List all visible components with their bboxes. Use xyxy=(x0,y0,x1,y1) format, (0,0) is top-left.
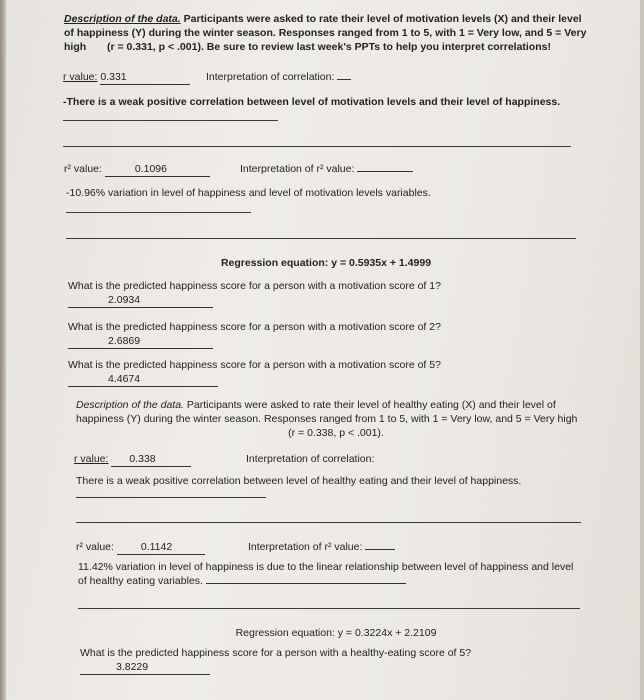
section1-interp-r2-blank[interactable] xyxy=(357,171,413,172)
answer-blank[interactable] xyxy=(68,374,218,387)
section1-interp-corr-label: Interpretation of correlation: xyxy=(206,71,335,83)
section1-interp-corr-row xyxy=(206,70,376,84)
answer-blank[interactable] xyxy=(68,336,213,349)
answer-value: 4.4674 xyxy=(108,373,141,386)
section1-regression-equation: Regression equation: y = 0.5935x + 1.4999 xyxy=(220,257,432,269)
section1-interp-corr-answer: -There is a weak positive correlation between level of motivation levels and their level of happiness. xyxy=(63,96,561,108)
answer-line xyxy=(66,212,251,213)
section2-description-text: Participants were asked to rate their level of healthy eating (X) and their level of happiness (Y) during the winter season. Responses ranged from 1 to 5, with 1 = Very low, and 5 = Very high xyxy=(76,399,578,426)
worksheet-page xyxy=(6,0,640,700)
section2-interp-r2-text: 11.42% variation in level of happiness is due to the linear relationship between level of happiness and level of healthy eating variables. xyxy=(78,561,574,588)
section1-description-label: Description of the data. xyxy=(64,13,181,25)
section2-interp-r2-extra-blank[interactable] xyxy=(206,583,406,584)
question-text: What is the predicted happiness score for a person with a motivation score of 5? xyxy=(68,359,441,371)
answer-line xyxy=(63,146,571,147)
section2-interp-r2-row xyxy=(248,540,448,554)
answer-value: 2.6869 xyxy=(108,335,141,348)
section2-interp-r2-answer xyxy=(78,560,583,588)
section1-description-text: Participants were asked to rate their level of motivation levels (X) and their level of happiness (Y) during the winter season. Responses ranged from 1 to 5, with 1 = Very low, and 5 = Very high xyxy=(64,13,587,54)
answer-blank[interactable] xyxy=(80,662,210,675)
section1-question-1 xyxy=(68,279,588,308)
section2-r2-label: r² value: xyxy=(76,541,114,553)
section2-r2-value: 0.1142 xyxy=(140,541,173,553)
question-text: What is the predicted happiness score for a person with a healthy-eating score of 5? xyxy=(80,647,472,659)
section1-question-3 xyxy=(68,358,588,387)
section1-question-2 xyxy=(68,320,588,349)
section2-question-1 xyxy=(80,646,600,675)
section1-interp-r2-row xyxy=(240,162,440,176)
section2-r-row xyxy=(74,452,244,467)
answer-value: 2.0934 xyxy=(108,294,141,307)
answer-line xyxy=(63,120,278,121)
answer-blank[interactable] xyxy=(68,295,213,308)
section2-description-label: Description of the data. xyxy=(76,399,184,411)
section2-r2-blank[interactable] xyxy=(117,542,205,555)
section2-interp-r2-blank[interactable] xyxy=(365,549,395,550)
section2-r-label: r value: xyxy=(74,453,109,465)
section1-interp-corr-blank[interactable] xyxy=(337,79,351,80)
section2-regression-equation: Regression equation: y = 0.3224x + 2.2109 xyxy=(235,627,437,639)
section2-interp-r2-label: Interpretation of r² value: xyxy=(248,541,363,553)
section2-stats-line: (r = 0.338, p < .001). xyxy=(288,427,384,439)
section1-interp-r2-label: Interpretation of r² value: xyxy=(240,163,355,175)
section1-r-blank[interactable] xyxy=(100,72,190,85)
section1-r2-value: 0.1096 xyxy=(134,163,167,175)
section1-r-value: 0.331 xyxy=(100,71,127,83)
answer-value: 3.8229 xyxy=(116,661,149,674)
section2-description xyxy=(76,398,596,426)
section2-r2-row xyxy=(76,540,246,555)
answer-line xyxy=(76,497,266,498)
question-text: What is the predicted happiness score for a person with a motivation score of 2? xyxy=(68,321,441,333)
section2-interp-corr-answer: There is a weak positive correlation between level of healthy eating and their level of happiness. xyxy=(76,475,522,487)
section2-interp-corr-label: Interpretation of correlation: xyxy=(246,453,375,465)
section1-stats-line: (r = 0.331, p < .001). Be sure to review last week's PPTs to help you interpret correlations! xyxy=(106,41,552,53)
section1-r2-row xyxy=(64,162,244,177)
question-text: What is the predicted happiness score for a person with a motivation score of 1? xyxy=(68,280,441,292)
section2-interp-corr-row xyxy=(246,452,446,466)
section2-r-value: 0.338 xyxy=(129,453,156,465)
section2-r-blank[interactable] xyxy=(111,454,191,467)
answer-line xyxy=(76,522,581,523)
section1-r2-blank[interactable] xyxy=(105,164,210,177)
section1-r-label: r value: xyxy=(63,71,98,83)
answer-line xyxy=(66,238,576,239)
section1-r2-label: r² value: xyxy=(64,163,102,175)
answer-line xyxy=(78,608,580,609)
section1-interp-r2-answer: -10.96% variation in level of happiness and level of motivation levels variables. xyxy=(66,187,431,199)
